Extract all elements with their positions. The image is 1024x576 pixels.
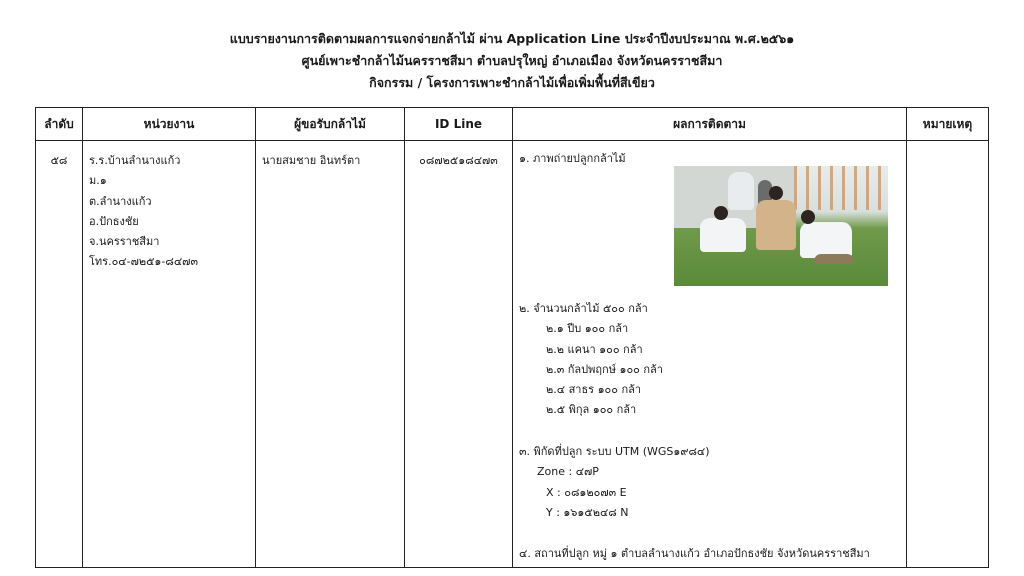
seedling-item: ๒.๑ ปีบ ๑๐๐ กล้า xyxy=(546,322,629,336)
seedling-item: ๒.๔ สาธร ๑๐๐ กล้า xyxy=(546,383,642,397)
col-header-result: ผลการติดตาม xyxy=(513,108,907,141)
cell-requester xyxy=(256,141,405,568)
cell-agency xyxy=(83,141,256,568)
seedling-item: ๒.๒ แคนา ๑๐๐ กล้า xyxy=(546,342,643,356)
col-header-note: หมายเหตุ xyxy=(907,108,989,141)
coordinates-y: Y : ๑๖๑๕๒๔๘ N xyxy=(546,505,629,519)
cell-id-line xyxy=(405,141,513,568)
table-row xyxy=(36,141,989,568)
col-header-seq: ลำดับ xyxy=(36,108,83,141)
agency-province: จ.นครราชสีมา xyxy=(89,235,160,249)
report-header xyxy=(0,28,1024,94)
coordinates-section xyxy=(519,442,710,523)
seedling-count-section xyxy=(519,299,663,421)
cell-seq xyxy=(36,141,83,568)
result-photo-label: ๑. ภาพถ่ายปลูกกล้าไม้ xyxy=(519,152,626,165)
report-subtitle-center: ศูนย์เพาะชำกล้าไม้นครราชสีมา ตำบลปรุใหญ่ อำเภอเมือง จังหวัดนครราชสีมา xyxy=(301,53,723,68)
report-table xyxy=(35,107,989,568)
coordinates-title: ๓. พิกัดที่ปลูก ระบบ UTM (WGS๑๙๘๔) xyxy=(519,445,710,458)
seedling-count-title: ๒. จำนวนกล้าไม้ ๕๐๐ กล้า xyxy=(519,302,648,315)
agency-school: ร.ร.บ้านลำนางแก้ว xyxy=(89,154,181,167)
agency-district: อ.ปักธงชัย xyxy=(89,214,139,228)
requester-name: นายสมชาย อินทร์ตา xyxy=(262,154,361,167)
col-header-id-line: ID Line xyxy=(405,108,513,141)
report-title: แบบรายงานการติดตามผลการแจกจ่ายกล้าไม้ ผ่าน Application Line ประจำปีงบประมาณ พ.ศ.๒๕๖๑ xyxy=(229,31,795,46)
note-value xyxy=(913,151,982,171)
cell-note xyxy=(907,141,989,568)
coordinates-zone: Zone : ๔๗P xyxy=(537,465,599,479)
table-header-row xyxy=(36,108,989,141)
id-line-value: ๐๘๗๒๕๑๘๔๗๓ xyxy=(419,154,498,167)
agency-village: ม.๑ xyxy=(89,174,107,188)
col-header-requester: ผู้ขอรับกล้าไม้ xyxy=(256,108,405,141)
cell-result xyxy=(513,141,907,568)
seq-value: ๕๘ xyxy=(50,154,68,167)
seedling-item: ๒.๕ พิกุล ๑๐๐ กล้า xyxy=(546,403,637,417)
seedling-item: ๒.๓ กัลปพฤกษ์ ๑๐๐ กล้า xyxy=(546,362,663,376)
planting-location: ๔. สถานที่ปลูก หมู่ ๑ ตำบลลำนางแก้ว อำเภอปักธงชัย จังหวัดนครราชสีมา xyxy=(519,547,870,560)
agency-phone: โทร.๐๔-๗๒๕๑-๘๔๗๓ xyxy=(89,255,198,269)
report-subtitle-activity: กิจกรรม / โครงการเพาะชำกล้าไม้เพื่อเพิ่มพื้นที่สีเขียว xyxy=(369,75,655,90)
coordinates-x: X : ๐๘๑๒๐๗๓ E xyxy=(546,485,627,499)
agency-subdistrict: ต.ลำนางแก้ว xyxy=(89,194,152,208)
col-header-agency: หน่วยงาน xyxy=(83,108,256,141)
planting-photo xyxy=(674,166,888,286)
